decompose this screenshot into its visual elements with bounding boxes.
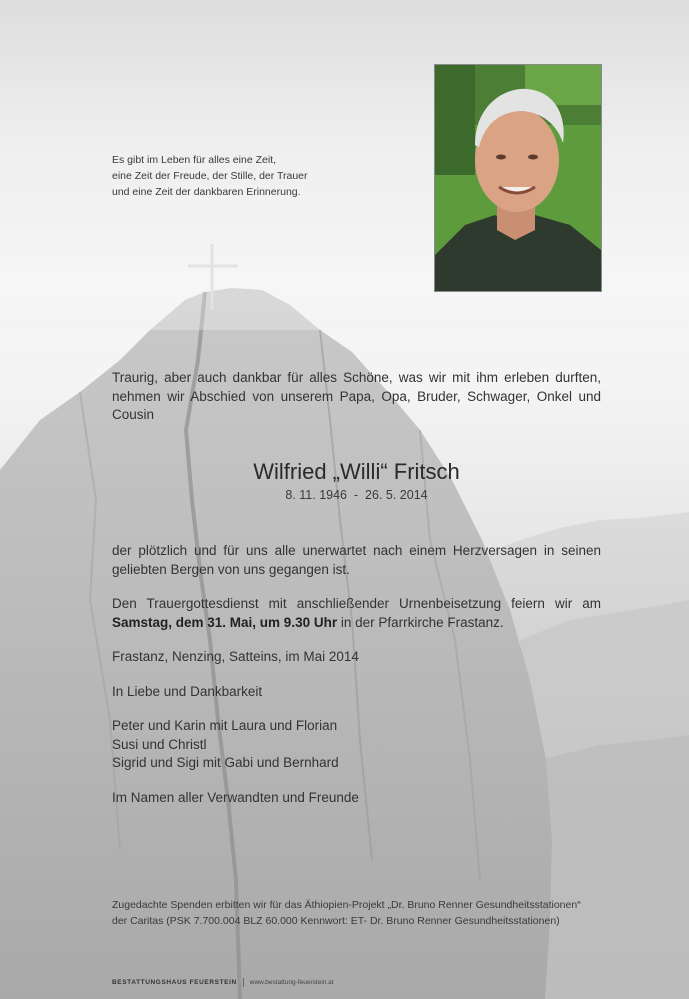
- donation-note: Zugedachte Spenden erbitten wir für das Äthiopien-Projekt „Dr. Bruno Renner Gesundheitsstationen“ der Caritas (PSK 7.700.004 BLZ 60.000 Kennwort: ET- Dr. Bruno Renner Gesundheitsstationen): [112, 899, 581, 927]
- footer-divider: [243, 978, 244, 987]
- family-list: [112, 717, 601, 773]
- service-info: [112, 595, 601, 632]
- intro-text: Traurig, aber auch dankbar für alles Schöne, was wir mit ihm erleben durften, nehmen wir Abschied von unserem Papa, Opa, Bruder, Schwager, Onkel und Cousin: [112, 370, 601, 422]
- motto-line: Es gibt im Leben für alles eine Zeit,: [112, 154, 277, 166]
- family-member-line: Peter und Karin mit Laura und Florian: [112, 718, 338, 733]
- announcement-block: [112, 542, 601, 823]
- portrait-photo: [434, 64, 602, 292]
- service-text: Den Trauergottesdienst mit anschließender Urnenbeisetzung feiern wir am: [112, 596, 601, 611]
- service-location: in der Pfarrkirche Frastanz.: [337, 614, 504, 630]
- life-dates: 8. 11. 1946 - 26. 5. 2014: [285, 488, 428, 502]
- deceased-name: Wilfried „Willi“ Fritsch: [253, 459, 460, 484]
- funeral-home-name: BESTATTUNGSHAUS FEUERSTEIN: [112, 979, 237, 986]
- motto-quote: [112, 152, 412, 200]
- family-member-line: Susi und Christl: [112, 736, 207, 752]
- place-date: Frastanz, Nenzing, Satteins, im Mai 2014: [112, 649, 359, 664]
- motto-line: eine Zeit der Freude, der Stille, der Trauer: [112, 170, 308, 182]
- motto-line: und eine Zeit der dankbaren Erinnerung.: [112, 186, 301, 198]
- funeral-home-url[interactable]: www.bestattung-feuerstein.at: [249, 979, 334, 986]
- service-date: Samstag, dem 31. Mai, um 9.30 Uhr: [112, 614, 338, 630]
- closing-phrase: In Liebe und Dankbarkeit: [112, 683, 263, 699]
- announcement-text: der plötzlich und für uns alle unerwartet nach einem Herzversagen in seinen geliebten Bergen von uns gegangen ist.: [112, 543, 601, 577]
- footer: [112, 978, 334, 987]
- family-member-line: Sigrid und Sigi mit Gabi und Bernhard: [112, 755, 339, 770]
- relatives-line: Im Namen aller Verwandten und Freunde: [112, 789, 359, 805]
